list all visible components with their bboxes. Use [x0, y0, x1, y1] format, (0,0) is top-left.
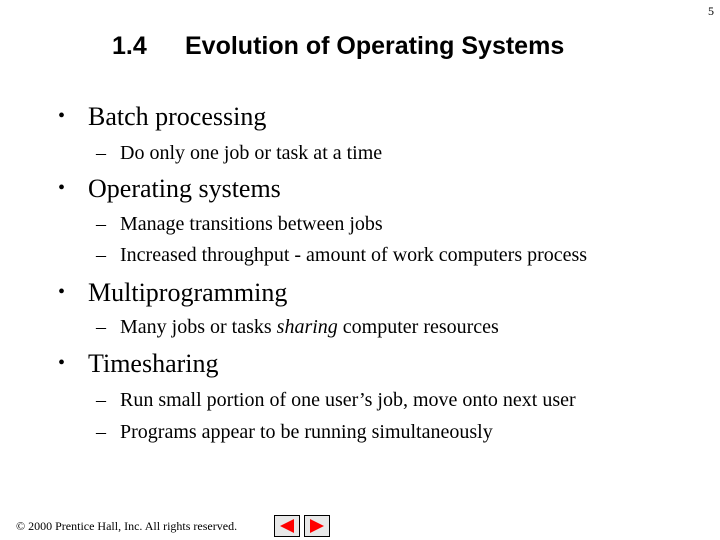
bullet-dot: • [58, 281, 66, 303]
bullet-dot: • [58, 352, 66, 374]
subbullet [96, 421, 493, 444]
subbullet-text-post: computer resources [337, 316, 499, 338]
bullet-timesharing [58, 349, 219, 379]
subbullet-text: Do only one job or task at a time [120, 142, 383, 164]
subbullet-text: Increased throughput - amount of work computers process [120, 244, 588, 266]
bullet-text: Operating systems [88, 174, 281, 203]
section-number: 1.4 [112, 32, 147, 60]
bullet-text: Multiprogramming [88, 278, 288, 307]
bullet-text: Batch processing [88, 102, 267, 131]
dash-marker: – [96, 421, 106, 443]
copyright-footer: © 2000 Prentice Hall, Inc. All rights reserved. [16, 519, 238, 533]
subbullet [96, 316, 499, 339]
subbullet [96, 389, 576, 412]
next-slide-button[interactable] [304, 515, 330, 537]
bullet-batch-processing [58, 102, 266, 132]
bullet-operating-systems [58, 174, 281, 204]
subbullet [96, 142, 382, 165]
subbullet [96, 244, 587, 267]
arrow-right-icon [308, 519, 326, 533]
subbullet [96, 213, 383, 236]
arrow-left-icon [278, 519, 296, 533]
page-number: 5 [708, 4, 714, 18]
dash-marker: – [96, 213, 106, 235]
dash-marker: – [96, 316, 106, 338]
bullet-multiprogramming [58, 278, 287, 308]
dash-marker: – [96, 389, 106, 411]
previous-slide-button[interactable] [274, 515, 300, 537]
emphasis-sharing: sharing [276, 316, 338, 338]
title-text: Evolution of Operating Systems [185, 32, 565, 60]
dash-marker: – [96, 244, 106, 266]
bullet-dot: • [58, 177, 66, 199]
subbullet-text: Run small portion of one user’s job, move onto next user [120, 389, 576, 411]
subbullet-text-pre: Many jobs or tasks [120, 316, 277, 338]
bullet-text: Timesharing [88, 349, 219, 378]
dash-marker: – [96, 142, 106, 164]
bullet-dot: • [58, 105, 66, 127]
subbullet-text: Manage transitions between jobs [120, 213, 383, 235]
subbullet-text: Programs appear to be running simultaneously [120, 421, 493, 443]
slide-title [112, 32, 564, 61]
